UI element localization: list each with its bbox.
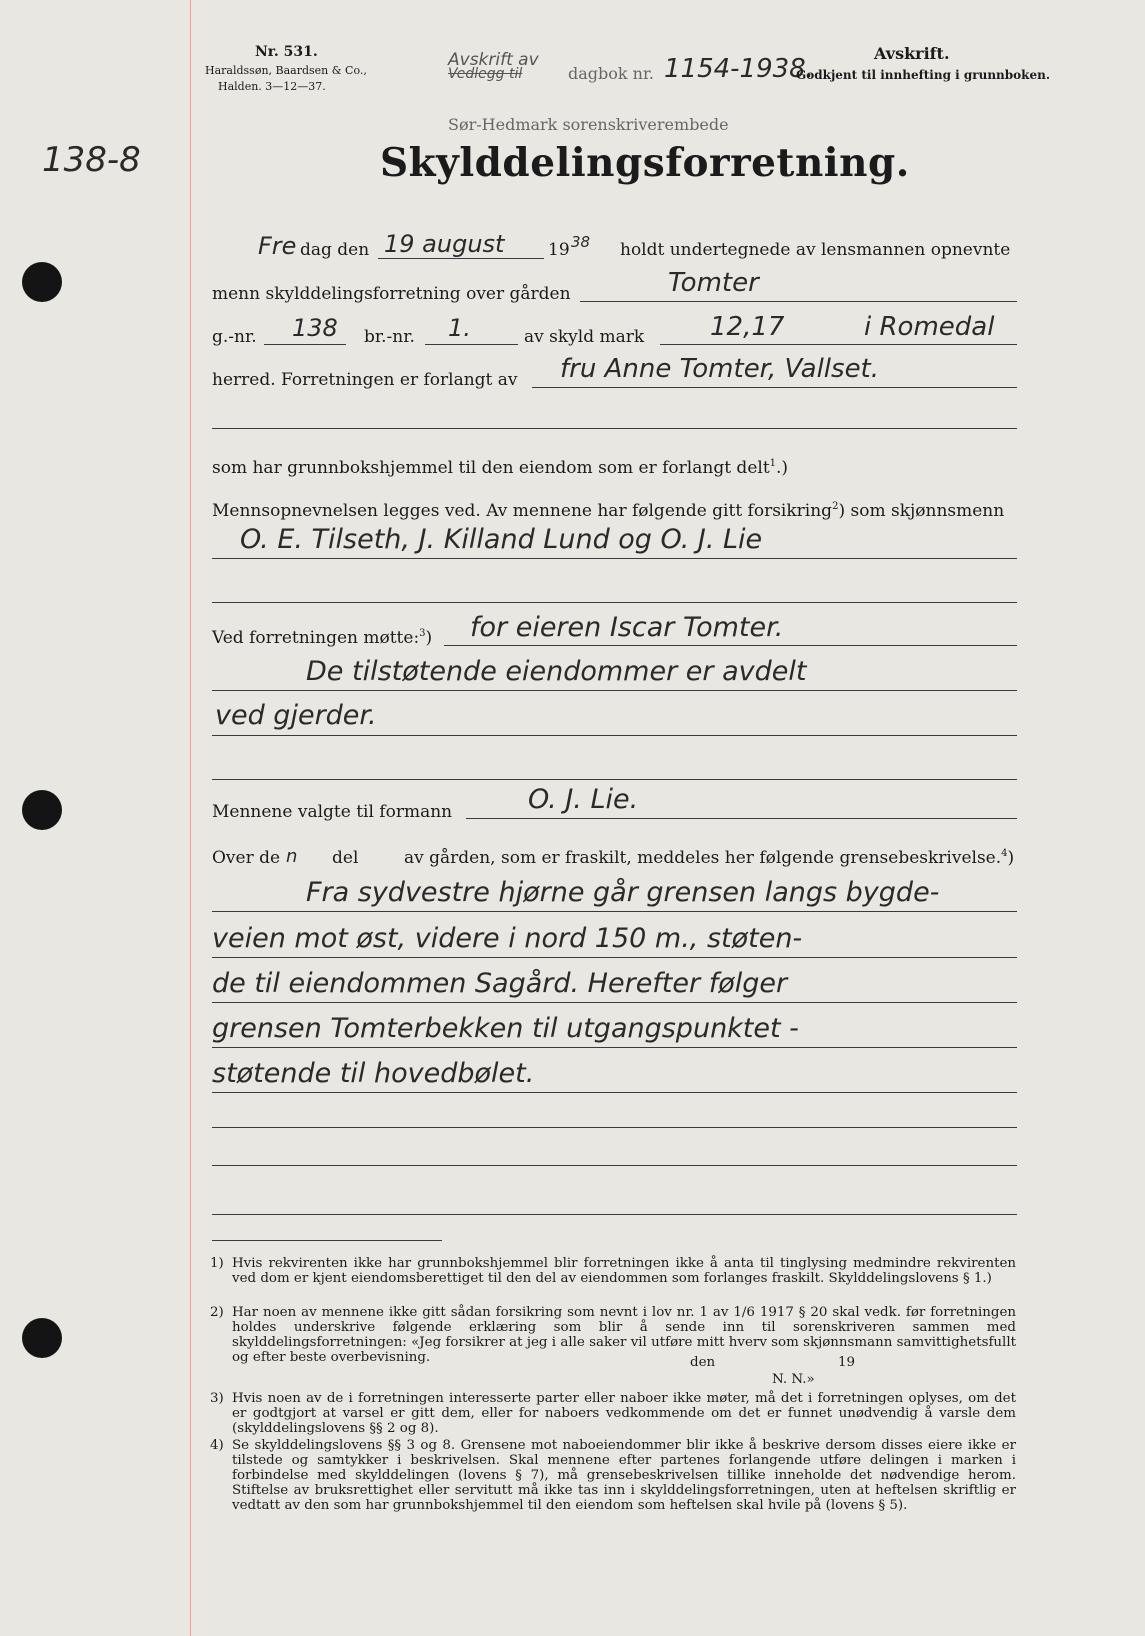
- footnote-1: Hvis rekvirenten ikke har grunnbokshjemmel blir forretningen ikke å anta til tinglysing medmindre rekvirenten ved dom er kjent eiendomsberettiget til den del av eiendommen som forlanges fraskilt. Skylddelingslovens § 1.): [232, 1256, 1016, 1286]
- blank-line: [212, 1214, 1017, 1215]
- blank-line: [212, 1127, 1017, 1128]
- mennsopnevnelse-text: Mennsopnevnelsen legges ved. Av mennene har følgende gitt forsikring$^2$) som skjønnsmenn: [212, 501, 1005, 521]
- footnote-separator: [212, 1240, 442, 1241]
- brnr-value: 1.: [448, 314, 471, 342]
- mote-line-3: [212, 735, 1017, 736]
- formann-value: O. J. Lie.: [528, 784, 639, 815]
- dag-den-label: dag den: [300, 240, 370, 260]
- gnr-label: g.-nr.: [212, 327, 257, 347]
- stamp-dagbok: dagbok nr.: [568, 64, 654, 83]
- requested-by: fru Anne Tomter, Vallset.: [560, 354, 880, 384]
- footnote-4: Se skylddelingslovens §§ 3 og 8. Grensene mot naboeiendommer blir ikke å beskrive dersom disses eiere ikke er tilstede og samtykker i beskrivelsen. Skal mennene efter partenes forlangende utføre delingen i marken i forbindelse med skylddelingen (lovens § 7), må grensebeskrivelsen tillike inneholde det nødvendige herom. Stiftelse av bruksrettighet eller servitutt må ikke tas inn i skylddelingsforretningen, uten at heftelsen skriftlig er vedtatt av den som har grunnbokshjemmel til den eiendom som heftelsen skal hvile på (lovens § 5).: [232, 1438, 1016, 1513]
- mote-value-1: for eieren Iscar Tomter.: [470, 612, 784, 643]
- skyld-value: 12,17: [710, 312, 785, 342]
- footnote-2-den: den: [690, 1355, 716, 1370]
- mote-line-1: [444, 645, 1017, 646]
- date-value: 19 august: [384, 230, 505, 258]
- mote-value-2: De tilstøtende eiendommer er avdelt: [306, 656, 807, 687]
- punch-hole: [22, 262, 62, 302]
- footnote-mark-2: 2): [210, 1305, 224, 1320]
- footnote-2: Har noen av mennene ikke gitt sådan forsikring som nevnt i lov nr. 1 av 1/6 1917 § 20 skal vedk. før forretningen holdes underskrive følgende erklæring som blir å sende inn til sorenskriveren sammen med skylddelingsforretningen: «Jeg forsikrer at jeg i alle saker vil utføre mitt hverv som skjønnsmann samvittighetsfullt og efter beste overbevisning.: [232, 1305, 1016, 1365]
- boundary-line: [212, 911, 1017, 912]
- stamp-avskrift-av: Avskrift av: [448, 50, 539, 70]
- dagbok-number: 1154-1938.: [664, 54, 814, 84]
- boundary-line: [212, 1092, 1017, 1093]
- over-del: del: [332, 848, 359, 868]
- year-suffix: 38: [571, 233, 591, 251]
- herred-text: herred. Forretningen er forlangt av: [212, 370, 518, 390]
- footnote-mark-1: 1): [210, 1256, 224, 1271]
- year-prefix: 19: [548, 240, 570, 260]
- mote-label: Ved forretningen møtte:$^3$): [212, 628, 433, 648]
- held-text: holdt undertegnede av lensmannen opnevnte: [620, 240, 1011, 260]
- punch-hole: [22, 1318, 62, 1358]
- form-number: Nr. 531.: [255, 44, 318, 60]
- publisher-line-2: Halden. 3—12—37.: [218, 80, 326, 93]
- farm-name: Tomter: [668, 268, 759, 298]
- boundary-text-2: veien mot øst, videre i nord 150 m., støten-: [212, 923, 803, 954]
- document-title: Skylddelingsforretning.: [380, 140, 910, 186]
- boundary-text-4: grensen Tomterbekken til utgangspunktet -: [212, 1013, 799, 1044]
- brnr-label: br.-nr.: [364, 327, 415, 347]
- mote-value-3: ved gjerder.: [215, 700, 377, 731]
- assessors: O. E. Tilseth, J. Killand Lund og O. J. Lie: [240, 524, 763, 555]
- margin-note: 138-8: [42, 140, 141, 180]
- footnote-mark-4: 4): [210, 1438, 224, 1453]
- over-handwritten: n: [286, 846, 298, 867]
- margin-rule: [190, 0, 191, 1636]
- boundary-text-3: de til eiendommen Sagård. Herefter følger: [212, 968, 788, 999]
- boundary-text-1: Fra sydvestre hjørne går grensen langs bygde-: [306, 877, 940, 908]
- footnote-2-year: 19: [838, 1355, 856, 1370]
- publisher-line-1: Haraldssøn, Baardsen & Co.,: [205, 64, 367, 77]
- formann-line: [466, 818, 1017, 819]
- farm-line: [580, 301, 1017, 302]
- day-prefix: Fre: [258, 232, 297, 260]
- assessors-line: [212, 558, 1017, 559]
- boundary-line: [212, 1002, 1017, 1003]
- formann-label: Mennene valgte til formann: [212, 802, 453, 822]
- blank-line: [212, 428, 1017, 429]
- skyld-line: [660, 344, 1017, 345]
- grense-text: av gården, som er fraskilt, meddeles her følgende grensebeskrivelse.$^4$): [404, 848, 1015, 868]
- boundary-text-5: støtende til hovedbølet.: [212, 1058, 535, 1089]
- boundary-line: [212, 957, 1017, 958]
- over-prefix: Over de: [212, 848, 281, 868]
- blank-line: [212, 779, 1017, 780]
- stamp-struck-text: Vedlegg til: [448, 66, 523, 82]
- punch-hole: [22, 790, 62, 830]
- menn-text: menn skylddelingsforretning over gården: [212, 284, 571, 304]
- blank-line: [212, 602, 1017, 603]
- gnr-value: 138: [292, 314, 338, 342]
- footnote-mark-3: 3): [210, 1391, 224, 1406]
- date-line: [378, 258, 544, 259]
- footnote-3: Hvis noen av de i forretningen interesserte parter eller naboer ikke møter, må det i forretningen oplyses, om det er godtgjort at varsel er gitt dem, eller for naboers vedkommende om det er funnet unødvendig å varsle dem (skylddelingslovens §§ 2 og 8).: [232, 1391, 1016, 1436]
- godkjent-note: Godkjent til innhefting i grunnboken.: [796, 68, 1051, 82]
- footnote-2-nn: N. N.»: [772, 1372, 815, 1387]
- skyld-label: av skyld mark: [524, 327, 645, 347]
- avskrift-label: Avskrift.: [874, 44, 950, 63]
- requested-line: [532, 387, 1017, 388]
- stamp-sorenskriver: Sør-Hedmark sorenskriverembede: [448, 115, 729, 134]
- grunnbok-text: som har grunnbokshjemmel til den eiendom som er forlangt delt$^1$.): [212, 458, 789, 478]
- blank-line: [212, 1165, 1017, 1166]
- mote-line-2: [212, 690, 1017, 691]
- boundary-line: [212, 1047, 1017, 1048]
- brnr-line: [425, 344, 518, 345]
- municipality: i Romedal: [864, 312, 995, 342]
- gnr-line: [264, 344, 346, 345]
